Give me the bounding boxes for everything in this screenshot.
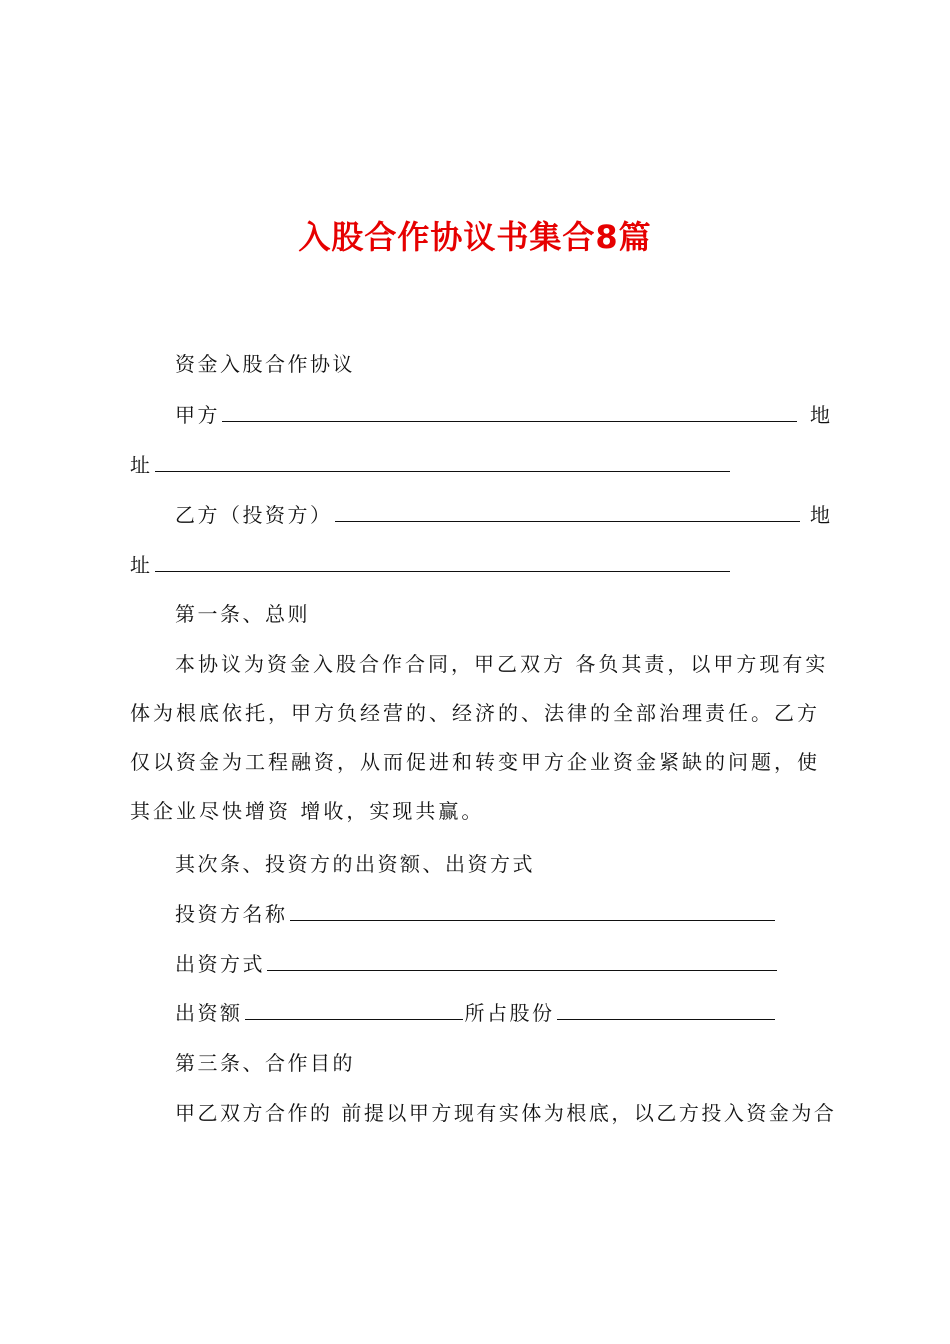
- party-a-label: 甲方: [175, 403, 220, 427]
- share-label: 所占股份: [464, 1001, 555, 1025]
- contribution-amount-label: 出资额: [175, 1001, 243, 1025]
- article-3-title: 第三条、合作目的: [175, 1051, 355, 1075]
- address-trail-b: 地: [810, 503, 830, 527]
- investor-name-line: [175, 902, 777, 926]
- contribution-amount-blank: [245, 1001, 463, 1020]
- contribution-method-label: 出资方式: [175, 952, 265, 976]
- page-title: 入股合作协议书集合8篇: [298, 218, 652, 256]
- share-blank: [557, 1001, 775, 1020]
- address-b-line: [130, 553, 732, 577]
- address-trail-a: 地: [810, 403, 830, 427]
- contribution-method-blank: [267, 952, 777, 971]
- address-a-blank: [155, 453, 730, 472]
- agreement-heading: 资金入股合作协议: [175, 352, 355, 376]
- address-b-blank: [155, 553, 730, 572]
- article-1-body: 本协议为资金入股合作合同，甲乙双方 各负其责，以甲方现有实体为根底依托，甲方负经营的、经济的、法律的全部治理责任。乙方仅以资金为工程融资，从而促进和转变甲方企业资金紧缺的问题，使其企业尽快增资 增收，实现共赢。: [130, 652, 829, 823]
- investor-name-label: 投资方名称: [175, 902, 288, 926]
- article-3-body: 甲乙双方合作的 前提以甲方现有实体为根底，以乙方投入资金为合: [175, 1101, 837, 1125]
- party-b-blank: [335, 503, 800, 522]
- address-a-line: [130, 453, 732, 477]
- article-2-title: 其次条、投资方的出资额、出资方式: [175, 852, 535, 876]
- party-b-line: [175, 503, 802, 527]
- party-b-label: 乙方（投资方）: [175, 503, 333, 527]
- investor-name-blank: [290, 902, 775, 921]
- address-a-label: 址: [130, 453, 153, 477]
- address-b-label: 址: [130, 553, 153, 577]
- party-a-line: [175, 403, 799, 427]
- article-1-title: 第一条、总则: [175, 602, 310, 626]
- contribution-method-line: [175, 952, 779, 976]
- contribution-amount-line: [175, 1001, 777, 1025]
- party-a-blank: [222, 403, 797, 422]
